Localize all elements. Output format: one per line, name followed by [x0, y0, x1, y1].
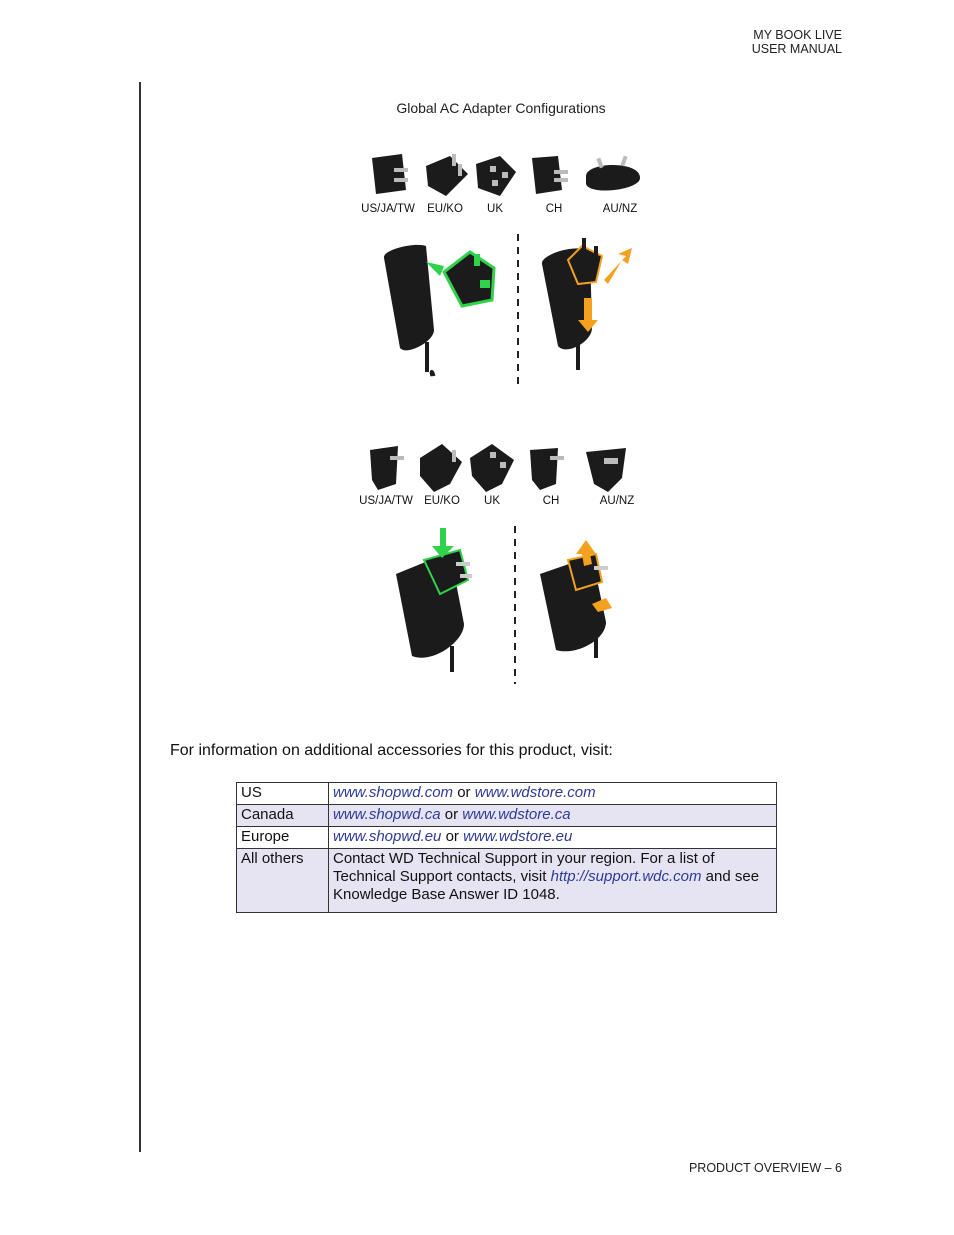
top-label-ch: CH — [545, 203, 563, 215]
link-separator: or — [453, 784, 475, 801]
links-cell — [329, 783, 777, 805]
region-cell: Canada — [237, 805, 329, 827]
region-cell: All others — [237, 849, 329, 913]
left-margin-rule — [139, 82, 141, 1152]
store-link[interactable]: www.wdstore.ca — [462, 806, 571, 823]
page-footer: PRODUCT OVERVIEW – 6 — [688, 1161, 842, 1175]
adapter-detach-icon — [540, 540, 612, 658]
au-plug-icon — [586, 156, 640, 191]
accessories-table — [236, 782, 777, 913]
ch-plug-icon — [532, 156, 568, 194]
top-adapter-illustration — [370, 232, 650, 392]
bottom-label-au: AU/NZ — [599, 495, 635, 507]
top-label-uk: UK — [487, 203, 503, 215]
adapter-detach-icon — [542, 238, 632, 370]
shop-link[interactable]: www.shopwd.com — [333, 784, 454, 801]
bottom-label-uk: UK — [484, 495, 500, 507]
top-plug-row-icons — [350, 150, 650, 210]
accessories-intro: For information on additional accessories for this product, visit: — [170, 742, 613, 759]
top-label-eu: EU/KO — [427, 203, 463, 215]
links-cell — [329, 827, 777, 849]
eu-plug-icon — [420, 444, 462, 492]
uk-plug-icon — [476, 156, 516, 196]
top-label-au: AU/NZ — [602, 203, 638, 215]
region-cell: US — [237, 783, 329, 805]
table-row — [237, 783, 777, 805]
shop-link[interactable]: www.shopwd.eu — [333, 828, 442, 845]
eu-plug-icon — [426, 154, 468, 196]
region-cell: Europe — [237, 827, 329, 849]
store-link[interactable]: www.wdstore.eu — [463, 828, 573, 845]
manual-title: MY BOOK LIVE — [753, 28, 842, 42]
links-cell — [329, 805, 777, 827]
adapter-attach-icon — [384, 245, 494, 376]
table-row — [237, 849, 777, 913]
store-link[interactable]: www.wdstore.com — [474, 784, 596, 801]
page-header — [752, 28, 842, 56]
uk-plug-icon — [470, 444, 514, 492]
support-link[interactable]: http://support.wdc.com — [550, 868, 702, 885]
ch-plug-icon — [530, 448, 564, 490]
adapter-attach-icon — [396, 528, 472, 672]
table-row — [237, 827, 777, 849]
support-text-before: Contact WD Technical Support in your region. For a list of Technical Support contacts, visit — [333, 850, 715, 885]
bottom-label-eu: EU/KO — [424, 495, 460, 507]
us-plug-icon — [372, 154, 408, 194]
link-separator: or — [441, 828, 464, 845]
link-separator: or — [440, 806, 463, 823]
shop-link[interactable]: www.shopwd.ca — [333, 806, 441, 823]
bottom-label-us: US/JA/TW — [359, 495, 413, 507]
us-plug-icon — [370, 446, 404, 490]
manual-subtitle: USER MANUAL — [751, 42, 842, 56]
support-cell — [329, 849, 777, 913]
bottom-plug-row-icons — [350, 440, 650, 498]
bottom-adapter-illustration — [380, 524, 640, 686]
bottom-label-ch: CH — [542, 495, 560, 507]
au-plug-icon — [586, 448, 626, 492]
top-label-us: US/JA/TW — [361, 203, 415, 215]
figure-title: Global AC Adapter Configurations — [396, 100, 606, 116]
support-text-after: and see Knowledge Base Answer ID 1048. — [333, 868, 760, 903]
table-row — [237, 805, 777, 827]
